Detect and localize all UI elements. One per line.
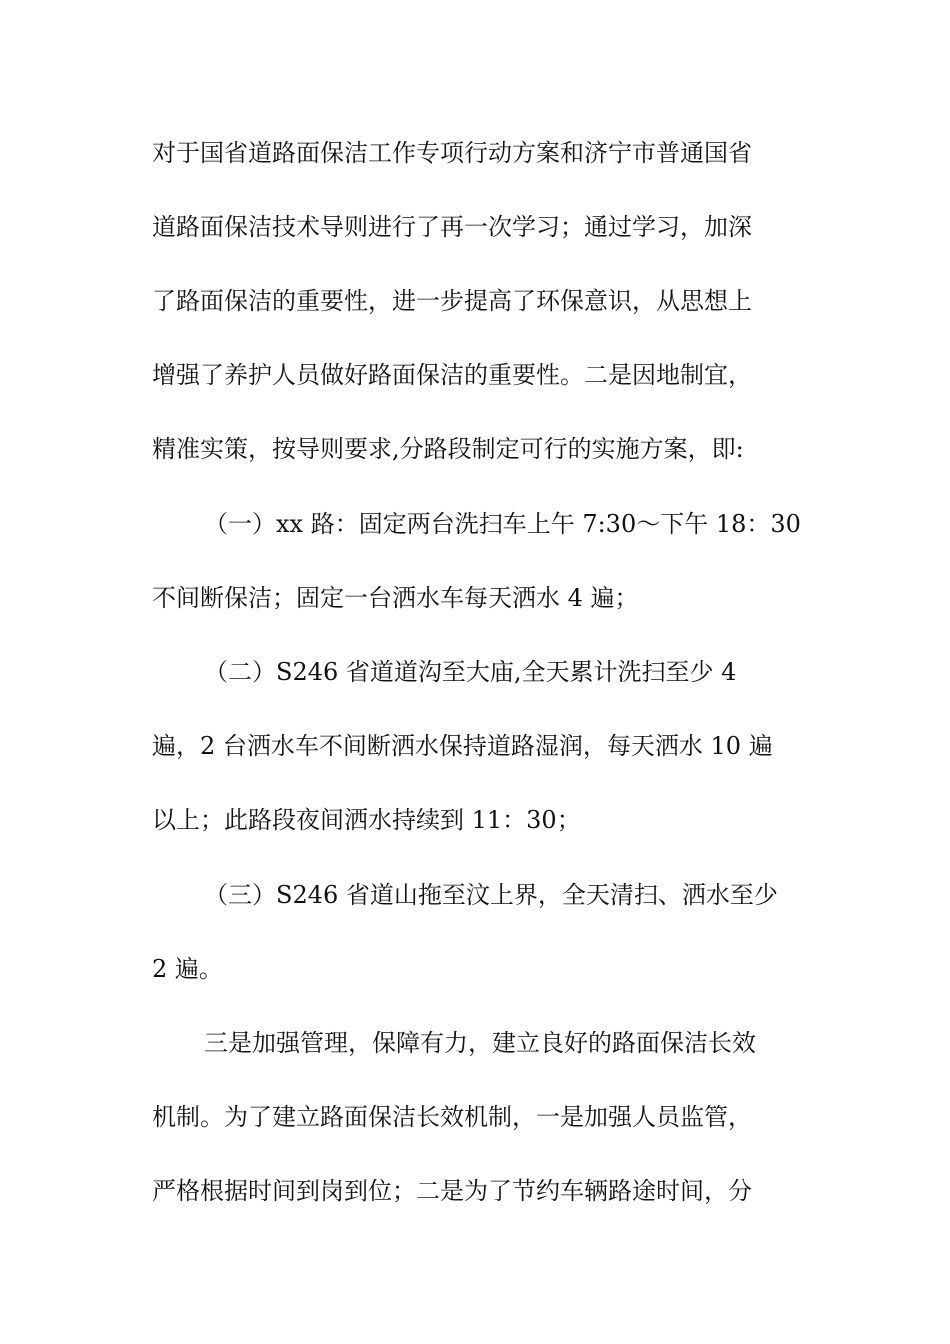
paragraph-line-2: 道路面保洁技术导则进行了再一次学习；通过学习，加深 — [152, 213, 752, 241]
paragraph-line-4: 增强了养护人员做好路面保洁的重要性。二是因地制宜， — [152, 361, 752, 389]
list-item-2-line-2: 遍，2 台洒水车不间断洒水保持道路湿润，每天洒水 10 遍 — [152, 732, 773, 760]
paragraph-2-line-1: 三是加强管理，保障有力，建立良好的路面保洁长效 — [204, 1029, 756, 1057]
list-item-3-line-2: 2 遍。 — [152, 955, 223, 983]
paragraph-line-3: 了路面保洁的重要性，进一步提高了环保意识，从思想上 — [152, 287, 752, 315]
paragraph-line-5: 精准实策，按导则要求,分路段制定可行的实施方案，即: — [152, 435, 744, 463]
list-item-1-line-2: 不间断保洁；固定一台洒水车每天洒水 4 遍； — [152, 584, 639, 612]
list-item-1-line-1: （一）xx 路：固定两台洗扫车上午 7:30～下午 18：30 — [204, 510, 801, 538]
paragraph-line-1: 对于国省道路面保洁工作专项行动方案和济宁市普通国省 — [152, 139, 752, 167]
list-item-2-line-1: （二）S246 省道道沟至大庙,全天累计洗扫至少 4 — [204, 658, 737, 686]
paragraph-2-line-2: 机制。为了建立路面保洁长效机制，一是加强人员监管， — [152, 1103, 752, 1131]
list-item-2-line-3: 以上；此路段夜间洒水持续到 11：30； — [152, 806, 581, 834]
list-item-3-line-1: （三）S246 省道山拖至汶上界，全天清扫、洒水至少 — [204, 881, 778, 909]
paragraph-2-line-3: 严格根据时间到岗到位；二是为了节约车辆路途时间，分 — [152, 1177, 752, 1205]
